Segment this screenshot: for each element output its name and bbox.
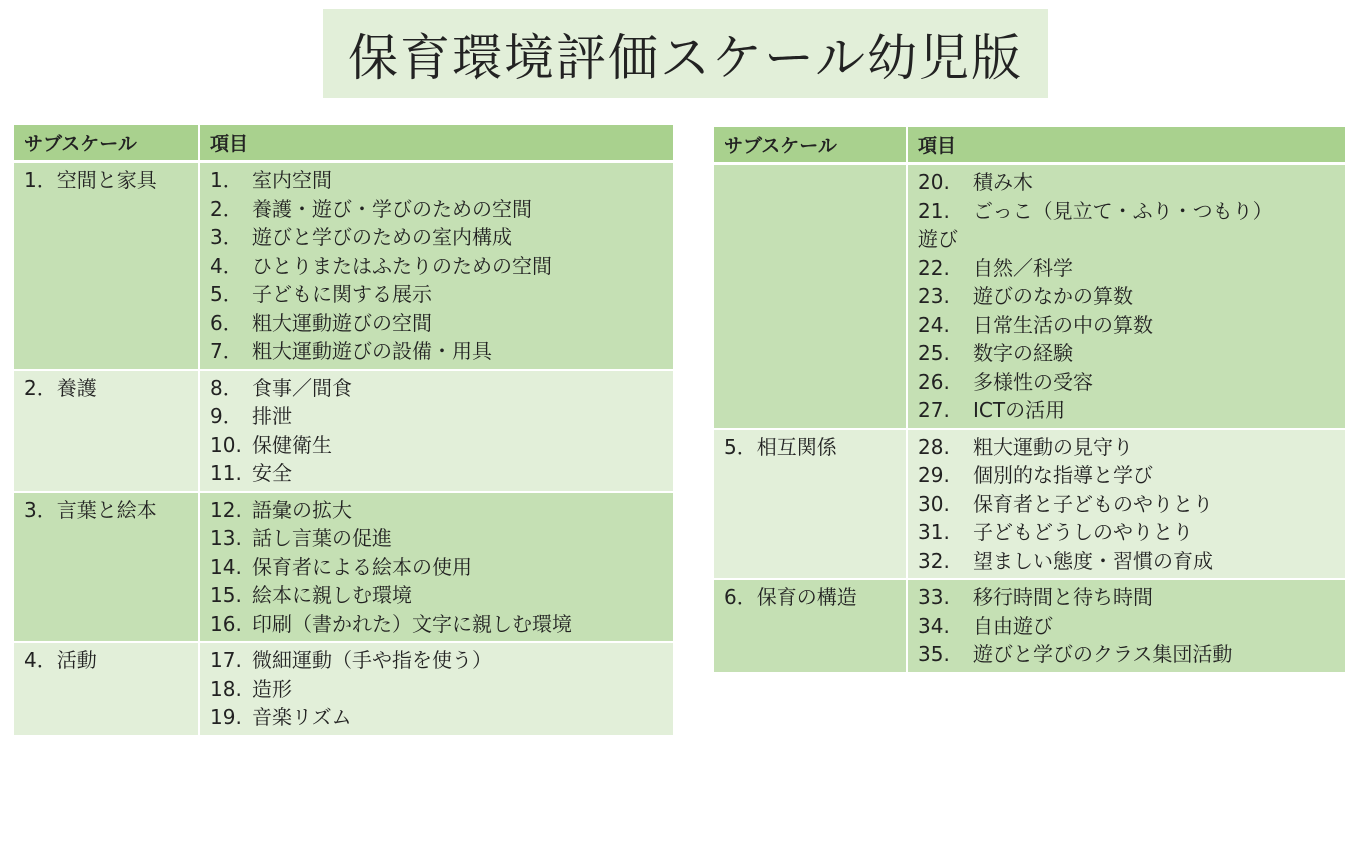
list-item — [210, 223, 663, 252]
item-text: 多様性の受容 — [973, 369, 1093, 394]
list-item — [918, 433, 1335, 462]
item-number: 28. — [918, 434, 950, 459]
table-row — [14, 492, 673, 643]
item-number: 33. — [918, 585, 950, 609]
item-text: 排泄 — [252, 404, 292, 428]
item-text: 積み木 — [973, 170, 1033, 194]
item-number: 24. — [918, 312, 950, 337]
subscale-name: 4．活動 — [14, 642, 199, 736]
subscale-table-left — [14, 125, 673, 737]
item-number: 6． — [210, 310, 243, 335]
list-item — [210, 195, 663, 224]
list-item — [210, 309, 663, 338]
list-item — [210, 646, 663, 675]
list-item — [918, 461, 1335, 490]
item-text: 造形 — [252, 676, 292, 701]
items-cell — [199, 492, 673, 643]
list-item — [210, 581, 663, 610]
item-text: ICTの活用 — [973, 398, 1066, 422]
subscale-name: 1．空間と家具 — [14, 162, 199, 370]
item-text-continuation: 遊び — [918, 227, 958, 251]
item-number: 2． — [210, 196, 243, 221]
list-item — [210, 553, 663, 582]
list-item — [918, 396, 1335, 425]
item-number: 10. — [210, 432, 242, 457]
item-number: 19. — [210, 705, 242, 729]
item-text: 語彙の拡大 — [252, 497, 352, 522]
item-text: ごっこ（見立て・ふり・つもり） — [973, 198, 1273, 223]
item-text: 移行時間と待ち時間 — [973, 585, 1153, 609]
list-item — [918, 490, 1335, 519]
item-number: 25. — [918, 341, 950, 365]
item-text: 自由遊び — [973, 613, 1053, 638]
list-item — [210, 252, 663, 281]
list-item — [918, 612, 1335, 641]
item-number: 9． — [210, 404, 243, 428]
subscale-name — [714, 164, 907, 429]
items-column-header: 項目 — [199, 125, 673, 162]
table-row — [14, 370, 673, 492]
item-text: 粗大運動遊びの設備・用具 — [252, 339, 492, 363]
page-title: 保育環境評価スケール幼児版 — [348, 28, 1023, 87]
list-item — [918, 583, 1335, 612]
item-number: 21. — [918, 198, 950, 223]
items-cell — [907, 429, 1345, 580]
list-item — [918, 368, 1335, 397]
item-number: 8． — [210, 375, 243, 400]
table-row — [714, 429, 1345, 580]
item-text: 遊びのなかの算数 — [973, 284, 1133, 308]
item-number: 13. — [210, 526, 242, 550]
table-row — [714, 164, 1345, 429]
items-column-header: 項目 — [907, 127, 1345, 164]
list-item — [918, 282, 1335, 311]
item-number: 31. — [918, 520, 950, 544]
list-item — [210, 337, 663, 366]
list-item — [918, 254, 1335, 283]
list-item — [210, 703, 663, 732]
list-item — [210, 402, 663, 431]
item-text: 養護・遊び・学びのための空間 — [252, 196, 532, 221]
item-number: 23. — [918, 284, 950, 308]
list-item — [210, 374, 663, 403]
item-text: 子どもに関する展示 — [252, 282, 432, 306]
table-row — [14, 162, 673, 370]
item-number: 26. — [918, 369, 950, 394]
items-cell — [907, 164, 1345, 429]
list-item — [210, 280, 663, 309]
item-number: 30. — [918, 491, 950, 516]
item-number: 1． — [210, 168, 243, 192]
subscale-name: 5．相互関係 — [714, 429, 907, 580]
item-text: 音楽リズム — [252, 705, 352, 729]
item-text: 数字の経験 — [973, 341, 1073, 365]
table-header-row — [14, 125, 673, 162]
items-cell — [199, 370, 673, 492]
item-text: 遊びと学びのための室内構成 — [252, 225, 512, 249]
item-text: 室内空間 — [252, 168, 332, 192]
subscale-name: 6．保育の構造 — [714, 579, 907, 673]
item-number: 3． — [210, 225, 243, 249]
subscale-table-right — [714, 127, 1345, 674]
item-text: ひとりまたはふたりのための空間 — [252, 253, 552, 278]
subscale-column-header: サブスケール — [14, 125, 199, 162]
list-item — [918, 339, 1335, 368]
item-number: 12. — [210, 497, 242, 522]
item-number: 27. — [918, 398, 950, 422]
list-item — [210, 496, 663, 525]
item-number: 34. — [918, 613, 950, 638]
item-number: 14. — [210, 554, 242, 579]
item-number: 17. — [210, 648, 242, 672]
item-number: 35. — [918, 642, 950, 666]
item-number: 29. — [918, 463, 950, 487]
item-number: 11. — [210, 461, 242, 485]
item-number: 20. — [918, 170, 950, 194]
item-number: 22. — [918, 255, 950, 280]
item-text: 絵本に親しむ環境 — [252, 583, 412, 607]
table-header-row — [714, 127, 1345, 164]
title-banner — [323, 9, 1048, 98]
list-item — [210, 166, 663, 195]
subscale-column-header: サブスケール — [714, 127, 907, 164]
list-item — [918, 197, 1335, 226]
item-text: 話し言葉の促進 — [252, 526, 392, 550]
subscale-name: 3．言葉と絵本 — [14, 492, 199, 643]
item-text: 保育者と子どものやりとり — [973, 491, 1213, 516]
list-item — [918, 168, 1335, 197]
list-item — [210, 431, 663, 460]
item-number: 16. — [210, 611, 242, 636]
subscale-name: 2．養護 — [14, 370, 199, 492]
item-text: 望ましい態度・習慣の育成 — [973, 548, 1213, 573]
items-cell — [199, 162, 673, 370]
table-row — [14, 642, 673, 736]
table-row — [714, 579, 1345, 673]
item-text: 子どもどうしのやりとり — [973, 520, 1193, 544]
list-item — [210, 459, 663, 488]
list-item — [210, 675, 663, 704]
item-text: 食事／間食 — [252, 375, 352, 400]
item-number: 32. — [918, 548, 950, 573]
list-item — [918, 547, 1335, 576]
item-text: 個別的な指導と学び — [973, 463, 1153, 487]
item-number: 7． — [210, 339, 243, 363]
list-item — [210, 610, 663, 639]
item-text: 粗大運動遊びの空間 — [252, 310, 432, 335]
item-text: 遊びと学びのクラス集団活動 — [973, 642, 1233, 666]
item-text: 安全 — [252, 461, 292, 485]
list-item — [918, 518, 1335, 547]
item-text: 印刷（書かれた）文字に親しむ環境 — [252, 611, 572, 636]
item-text: 粗大運動の見守り — [973, 434, 1133, 459]
items-cell — [907, 579, 1345, 673]
item-text: 保育者による絵本の使用 — [252, 554, 472, 579]
item-number: 18. — [210, 676, 242, 701]
item-text: 微細運動（手や指を使う） — [252, 648, 492, 672]
list-item — [918, 311, 1335, 340]
item-text: 保健衛生 — [252, 432, 332, 457]
item-number: 4． — [210, 253, 243, 278]
item-text: 日常生活の中の算数 — [973, 312, 1153, 337]
items-cell — [199, 642, 673, 736]
list-item — [918, 640, 1335, 669]
list-item — [210, 524, 663, 553]
item-number: 15. — [210, 583, 242, 607]
item-text: 自然／科学 — [973, 255, 1073, 280]
item-number: 5． — [210, 282, 243, 306]
